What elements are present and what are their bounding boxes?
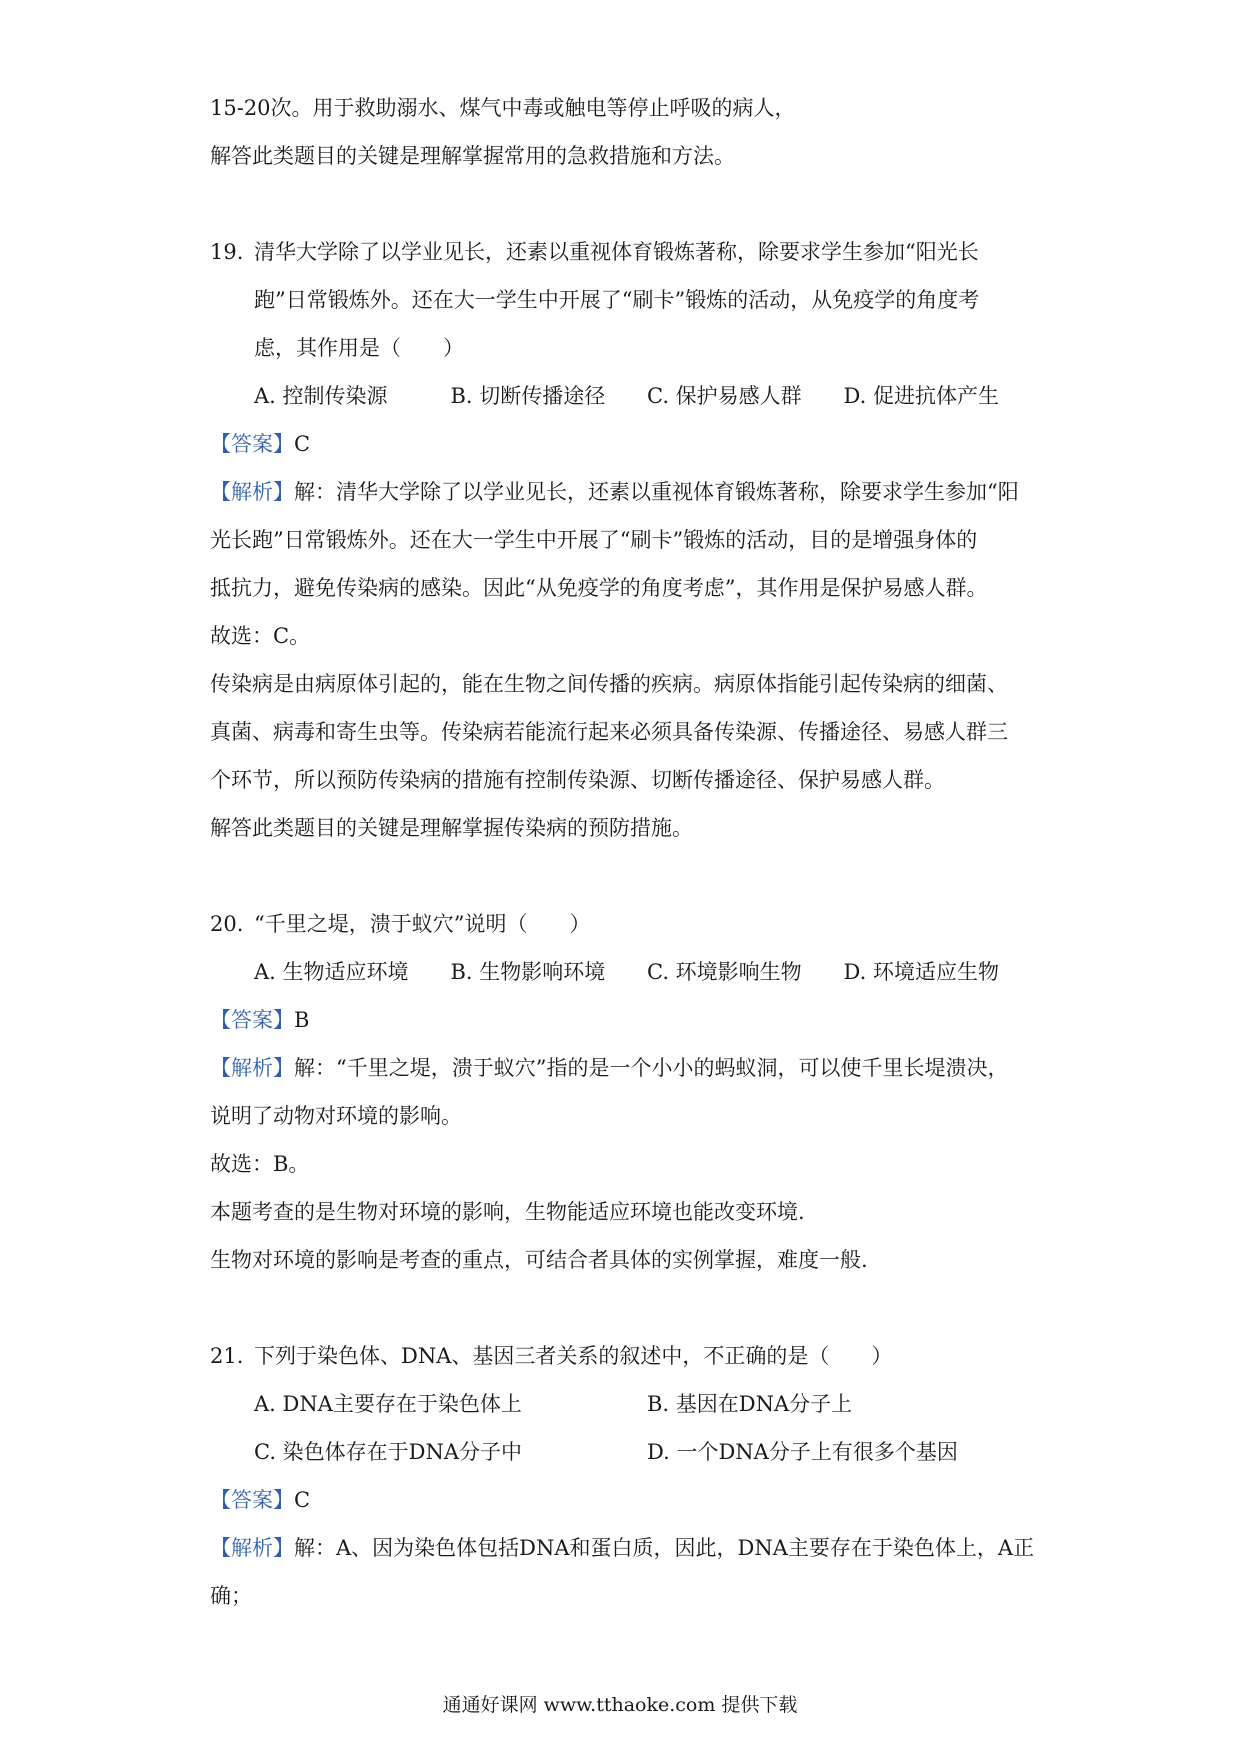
option-b: B. 生物影响环境: [450, 960, 606, 984]
answer-value: B: [294, 1008, 310, 1032]
question-stem-line: 清华大学除了以学业见长，还素以重视体育锻炼著称，除要求学生参加“阳光长: [254, 240, 979, 264]
option-c: C. 保护易感人群: [647, 384, 802, 408]
analysis-line: 【解析】解：A、因为染色体包括DNA和蛋白质，因此，DNA主要存在于染色体上，A正: [210, 1536, 1035, 1560]
analysis-line: 说明了动物对环境的影响。: [210, 1104, 462, 1128]
analysis-tag: 【解析】: [210, 480, 294, 504]
option-d: D. 促进抗体产生: [843, 384, 999, 408]
analysis-tag: 【解析】: [210, 1536, 294, 1560]
analysis-line: 个环节，所以预防传染病的措施有控制传染源、切断传播途径、保护易感人群。: [210, 768, 945, 792]
options-row: [254, 384, 1040, 408]
page-footer: 通通好课网 www.tthaoke.com 提供下载: [442, 1694, 798, 1716]
options-row: [254, 1392, 1040, 1416]
analysis-line: 本题考查的是生物对环境的影响，生物能适应环境也能改变环境.: [210, 1200, 805, 1224]
analysis-line: 光长跑”日常锻炼外。还在大一学生中开展了“刷卡”锻炼的活动，目的是增强身体的: [210, 528, 978, 552]
answer-line: [210, 432, 1040, 456]
question-number: 21.: [210, 1344, 244, 1368]
answer-value: C: [294, 1488, 311, 1512]
answer-line: [210, 1488, 1040, 1512]
option-b: B. 切断传播途径: [450, 384, 606, 408]
question-20: [210, 912, 1040, 1272]
analysis-line: 【解析】解：清华大学除了以学业见长，还素以重视体育锻炼著称，除要求学生参加“阳: [210, 480, 1019, 504]
analysis-line: 故选：C。: [210, 624, 311, 648]
option-d: D. 环境适应生物: [843, 960, 999, 984]
spacer: [210, 192, 1040, 240]
answer-tag: 【答案】: [210, 1008, 294, 1032]
question-21: [210, 1344, 1040, 1608]
question-stem-line: 虑，其作用是（ ）: [254, 336, 464, 360]
analysis-line: 生物对环境的影响是考查的重点，可结合者具体的实例掌握，难度一般.: [210, 1248, 868, 1272]
question-number: 19.: [210, 240, 244, 264]
options-row: [254, 960, 1040, 984]
answer-value: C: [294, 432, 311, 456]
analysis-line: 【解析】解：“千里之堤，溃于蚁穴”指的是一个小小的蚂蚁洞，可以使千里长堤溃决，: [210, 1056, 1009, 1080]
answer-tag: 【答案】: [210, 432, 294, 456]
option-d: D. 一个DNA分子上有很多个基因: [647, 1440, 958, 1464]
option-c: C. 染色体存在于DNA分子中: [254, 1440, 523, 1464]
analysis-line: 传染病是由病原体引起的，能在生物之间传播的疾病。病原体指能引起传染病的细菌、: [210, 672, 1008, 696]
answer-tag: 【答案】: [210, 1488, 294, 1512]
question-stem-line: “千里之堤，溃于蚁穴”说明（ ）: [254, 912, 591, 936]
analysis-line: 故选：B。: [210, 1152, 310, 1176]
option-b: B. 基因在DNA分子上: [647, 1392, 853, 1416]
analysis-line: 解答此类题目的关键是理解掌握传染病的预防措施。: [210, 816, 693, 840]
question-number: 20.: [210, 912, 244, 936]
answer-line: [210, 1008, 1040, 1032]
analysis-tag: 【解析】: [210, 1056, 294, 1080]
option-c: C. 环境影响生物: [647, 960, 802, 984]
spacer: [210, 1296, 1040, 1344]
spacer: [210, 864, 1040, 912]
option-a: A. 生物适应环境: [254, 960, 409, 984]
analysis-line: 真菌、病毒和寄生虫等。传染病若能流行起来必须具备传染源、传播途径、易感人群三: [210, 720, 1008, 744]
question-19: [210, 240, 1040, 840]
options-row: [254, 1440, 1040, 1464]
intro-line-2: 解答此类题目的关键是理解掌握常用的急救措施和方法。: [210, 144, 735, 168]
intro-line-1: 15-20次。用于救助溺水、煤气中毒或触电等停止呼吸的病人，: [210, 96, 796, 120]
document-content: [210, 96, 1040, 1632]
question-stem-line: 跑”日常锻炼外。还在大一学生中开展了“刷卡”锻炼的活动，从免疫学的角度考: [254, 288, 980, 312]
option-a: A. DNA主要存在于染色体上: [254, 1392, 522, 1416]
option-a: A. 控制传染源: [254, 384, 388, 408]
analysis-line: 抵抗力，避免传染病的感染。因此“从免疫学的角度考虑”，其作用是保护易感人群。: [210, 576, 988, 600]
question-stem-line: 下列于染色体、DNA、基因三者关系的叙述中，不正确的是（ ）: [254, 1344, 893, 1368]
analysis-line: 确；: [210, 1584, 252, 1608]
